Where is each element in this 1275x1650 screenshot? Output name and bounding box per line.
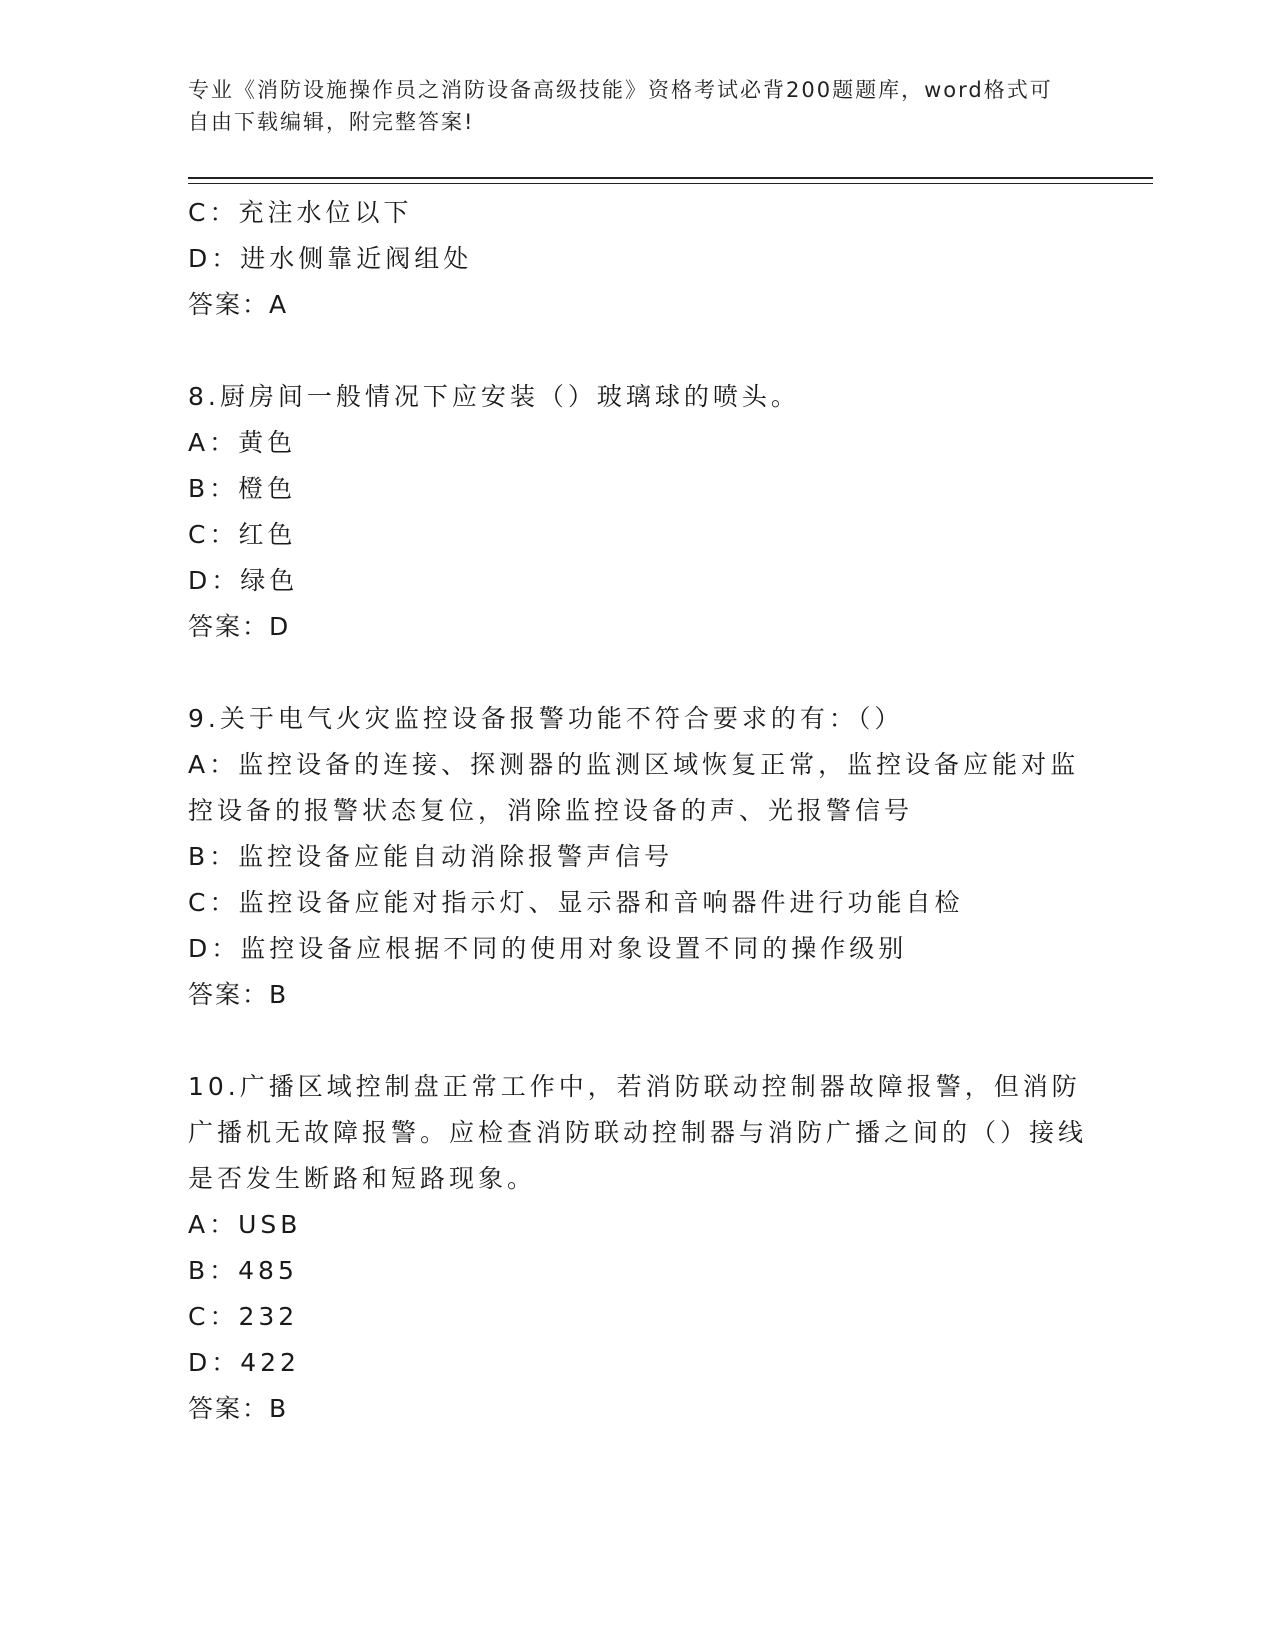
option-b: B：485 [188, 1256, 298, 1285]
question-10 [188, 1064, 1088, 1432]
option-d: D：监控设备应根据不同的使用对象设置不同的操作级别 [188, 934, 908, 963]
question-8 [188, 374, 1088, 650]
option-d: D：绿色 [188, 566, 299, 595]
option-b: B：监控设备应能自动消除报警声信号 [188, 842, 674, 871]
header-divider-thick [188, 177, 1153, 179]
question-9 [188, 696, 1088, 1018]
answer-line: 答案：B [188, 1394, 289, 1423]
option-c: C：红色 [188, 520, 297, 549]
option-a: A：USB [188, 1210, 302, 1239]
option-d: D：进水侧靠近阀组处 [188, 244, 473, 273]
question-stem: 9.关于电气火灾监控设备报警功能不符合要求的有：（） [188, 704, 904, 733]
option-c: C：监控设备应能对指示灯、显示器和音响器件进行功能自检 [188, 888, 964, 917]
header-divider-thin [188, 183, 1153, 184]
answer-line: 答案：B [188, 980, 289, 1009]
option-a: A：黄色 [188, 428, 297, 457]
question-stem: 8.厨房间一般情况下应安装（）玻璃球的喷头。 [188, 382, 800, 411]
question-list [188, 190, 1088, 1432]
spacer [188, 650, 1088, 696]
option-b: B：橙色 [188, 474, 297, 503]
spacer [188, 328, 1088, 374]
spacer [188, 1018, 1088, 1064]
question-stem: 10.广播区域控制盘正常工作中，若消防联动控制器故障报警，但消防广播机无故障报警。应检查消防联动控制器与消防广播之间的（）接线是否发生断路和短路现象。 [188, 1072, 1088, 1193]
option-a: A：监控设备的连接、探测器的监测区域恢复正常，监控设备应能对监控设备的报警状态复位，消除监控设备的声、光报警信号 [188, 750, 1080, 825]
document-header: 专业《消防设施操作员之消防设备高级技能》资格考试必背200题题库，word格式可自由下载编辑，附完整答案! [188, 78, 1053, 134]
answer-line: 答案：A [188, 290, 289, 319]
option-d: D：422 [188, 1348, 300, 1377]
answer-line: 答案：D [188, 612, 291, 641]
option-c: C：232 [188, 1302, 299, 1331]
question-continuation [188, 190, 1088, 328]
option-c: C：充注水位以下 [188, 198, 413, 227]
